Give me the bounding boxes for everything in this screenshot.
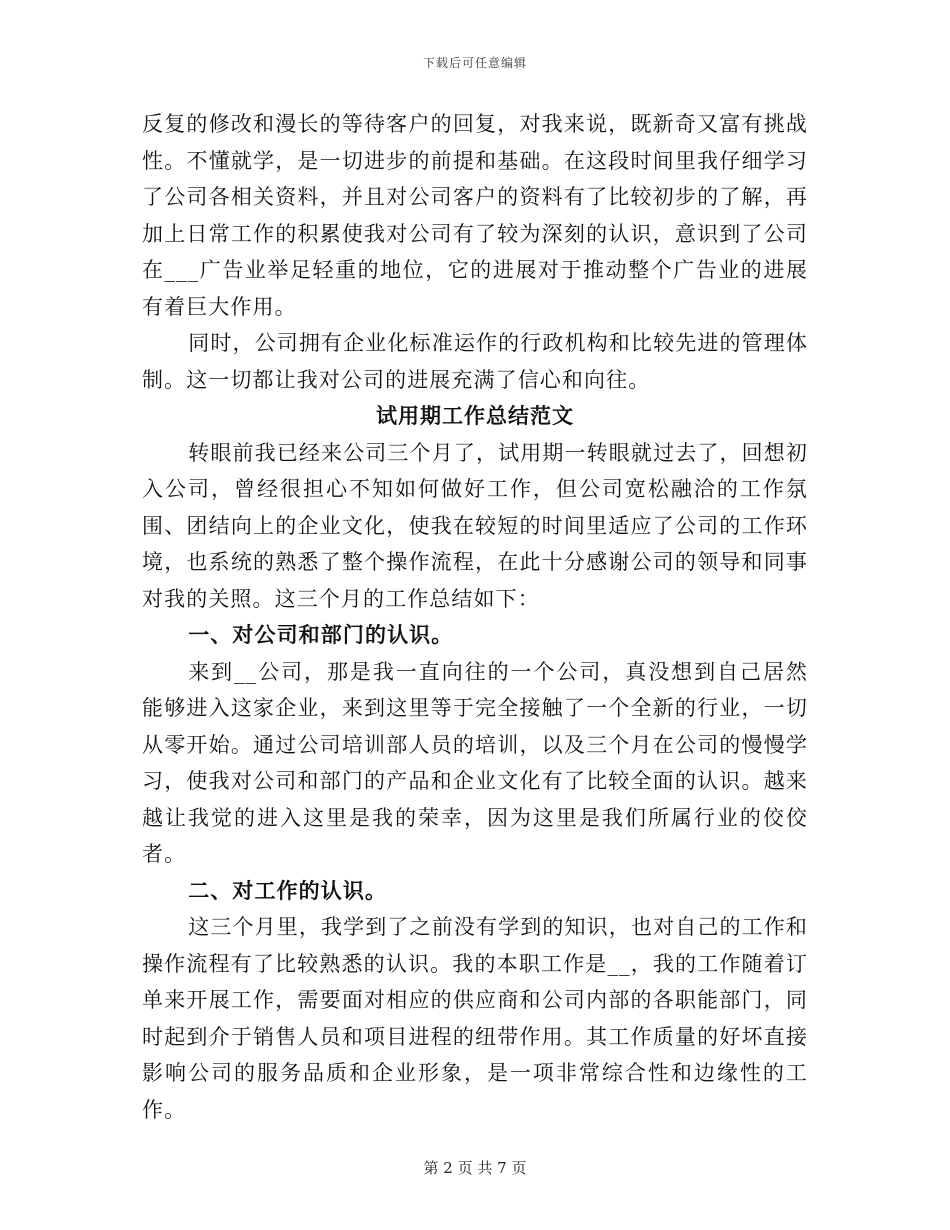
paragraph-intro: 转眼前我已经来公司三个月了，试用期一转眼就过去了，回想初入公司，曾经很担心不知如何做好工作，但公司宽松融洽的工作氛围、团结向上的企业文化，使我在较短的时间里适应了公司的工作环境，也系统的熟悉了整个操作流程，在此十分感谢公司的领导和同事对我的关照。这三个月的工作总结如下： bbox=[142, 440, 808, 611]
document-body bbox=[142, 106, 808, 1128]
page-header: 下载后可任意编辑 bbox=[422, 56, 527, 70]
heading-company-recognition: 一、对公司和部门的认识。 bbox=[188, 622, 454, 647]
section-title: 试用期工作总结范文 bbox=[376, 404, 574, 428]
heading-work-recognition: 二、对工作的认识。 bbox=[188, 877, 388, 903]
paragraph-work: 这三个月里，我学到了之前没有学到的知识，也对自己的工作和操作流程有了比较熟悉的认识。我的本职工作是__，我的工作随着订单来开展工作，需要面对相应的供应商和公司内部的各职能部门，同时起到介于销售人员和项目进程的纽带作用。其工作质量的好坏直接影响公司的服务品质和企业形象，是一项非常综合性和边缘性的工作。 bbox=[142, 915, 808, 1122]
paragraph-confidence: 同时，公司拥有企业化标准运作的行政机构和比较先进的管理体制。这一切都让我对公司的进展充满了信心和向往。 bbox=[142, 331, 808, 392]
page-number: 第 2 页 共 7 页 bbox=[423, 1159, 527, 1177]
paragraph-continuation: 反复的修改和漫长的等待客户的回复，对我来说，既新奇又富有挑战性。不懂就学，是一切进步的前提和基础。在这段时间里我仔细学习了公司各相关资料，并且对公司客户的资料有了比较初步的了解，再加上日常工作的积累使我对公司有了较为深刻的认识，意识到了公司在___广告业举足轻重的地位，它的进展对于推动整个广告业的进展有着巨大作用。 bbox=[142, 112, 808, 319]
paragraph-company: 来到__公司，那是我一直向往的一个公司，真没想到自己居然能够进入这家企业，来到这里等于完全接触了一个全新的行业，一切从零开始。通过公司培训部人员的培训，以及三个月在公司的慢慢学习，使我对公司和部门的产品和企业文化有了比较全面的认识。越来越让我觉的进入这里是我的荣幸，因为这里是我们所属行业的佼佼者。 bbox=[142, 659, 808, 866]
